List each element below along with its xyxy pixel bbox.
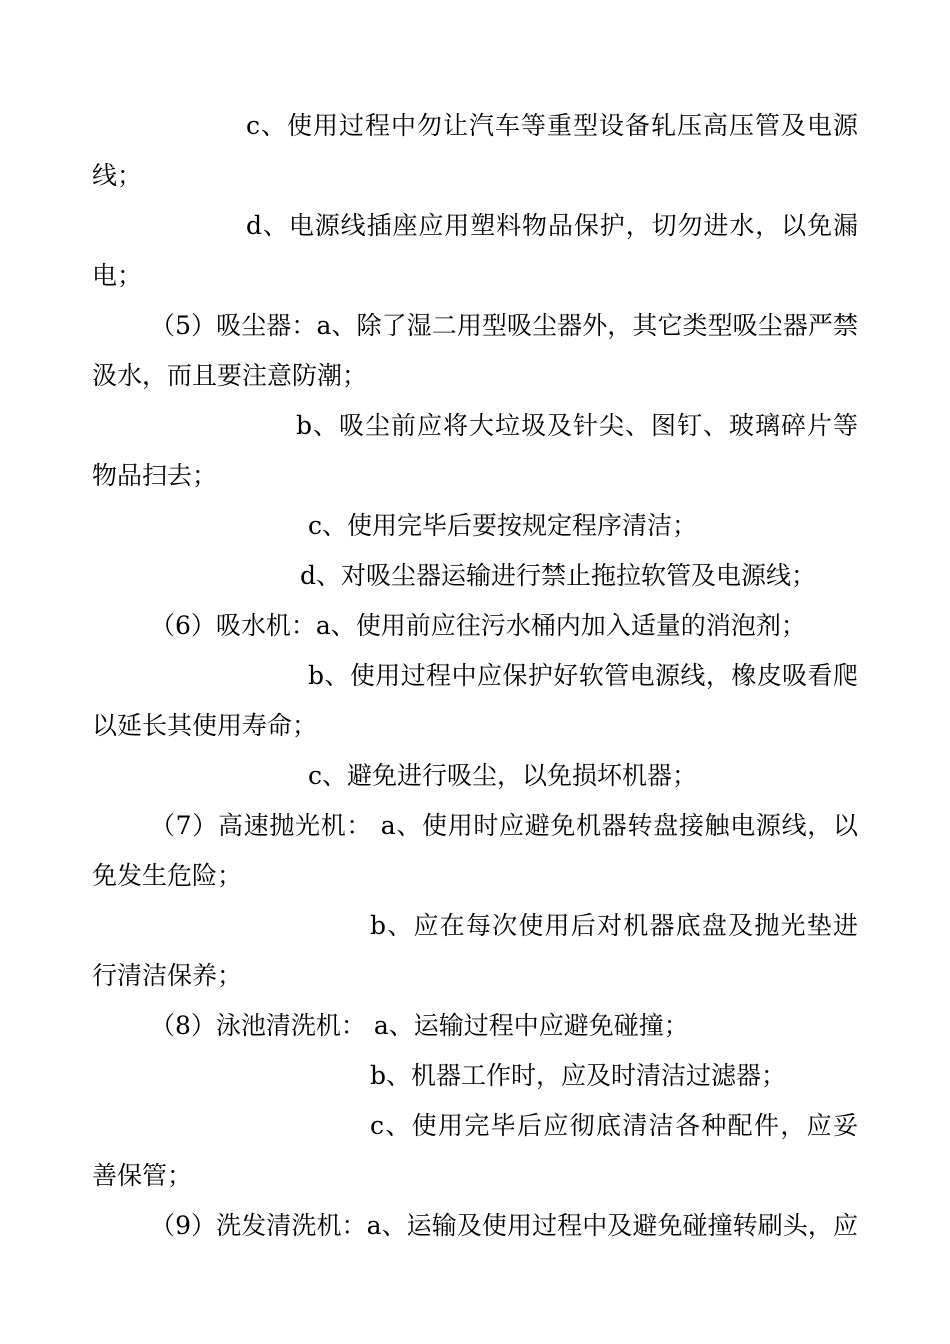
text-line: 线； (92, 161, 143, 190)
text-line: （7）高速抛光机： a、使用时应避免机器转盘接触电源线，以 (150, 811, 858, 840)
text-line: c、使用完毕后应彻底清洁各种配件，应妥 (370, 1111, 858, 1140)
text-line: （8）泳池清洗机： a、运输过程中应避免碰撞； (150, 1011, 689, 1040)
text-line: b、吸尘前应将大垃圾及针尖、图钉、玻璃碎片等 (296, 411, 858, 440)
text-line: c、使用完毕后要按规定程序清洁； (308, 511, 698, 540)
text-line: c、避免进行吸尘，以免损坏机器； (308, 761, 698, 790)
text-line: 电； (92, 261, 143, 290)
text-line: （6）吸水机：a、使用前应往污水桶内加入适量的消泡剂； (150, 611, 806, 640)
text-line: b、应在每次使用后对机器底盘及抛光垫进 (370, 911, 858, 940)
text-line: 免发生危险； (92, 861, 243, 890)
text-line: （5）吸尘器：a、除了湿二用型吸尘器外，其它类型吸尘器严禁 (150, 311, 858, 340)
text-line: c、使用过程中勿让汽车等重型设备轧压高压管及电源 (246, 111, 858, 140)
text-line: d、电源线插座应用塑料物品保护，切勿进水，以免漏 (246, 211, 858, 240)
text-line: （9）洗发清洗机：a、运输及使用过程中及避免碰撞转刷头，应 (150, 1211, 858, 1240)
text-line: b、机器工作时，应及时清洁过滤器； (370, 1061, 787, 1090)
text-line: 行清洁保养； (92, 961, 243, 990)
text-line: 善保管； (92, 1161, 193, 1190)
text-line: 汲水，而且要注意防潮； (92, 361, 368, 390)
text-line: b、使用过程中应保护好软管电源线，橡皮吸看爬 (308, 661, 858, 690)
text-line: 物品扫去； (92, 461, 218, 490)
text-line: 以延长其使用寿命； (92, 711, 318, 740)
text-line: d、对吸尘器运输进行禁止拖拉软管及电源线； (300, 561, 817, 590)
